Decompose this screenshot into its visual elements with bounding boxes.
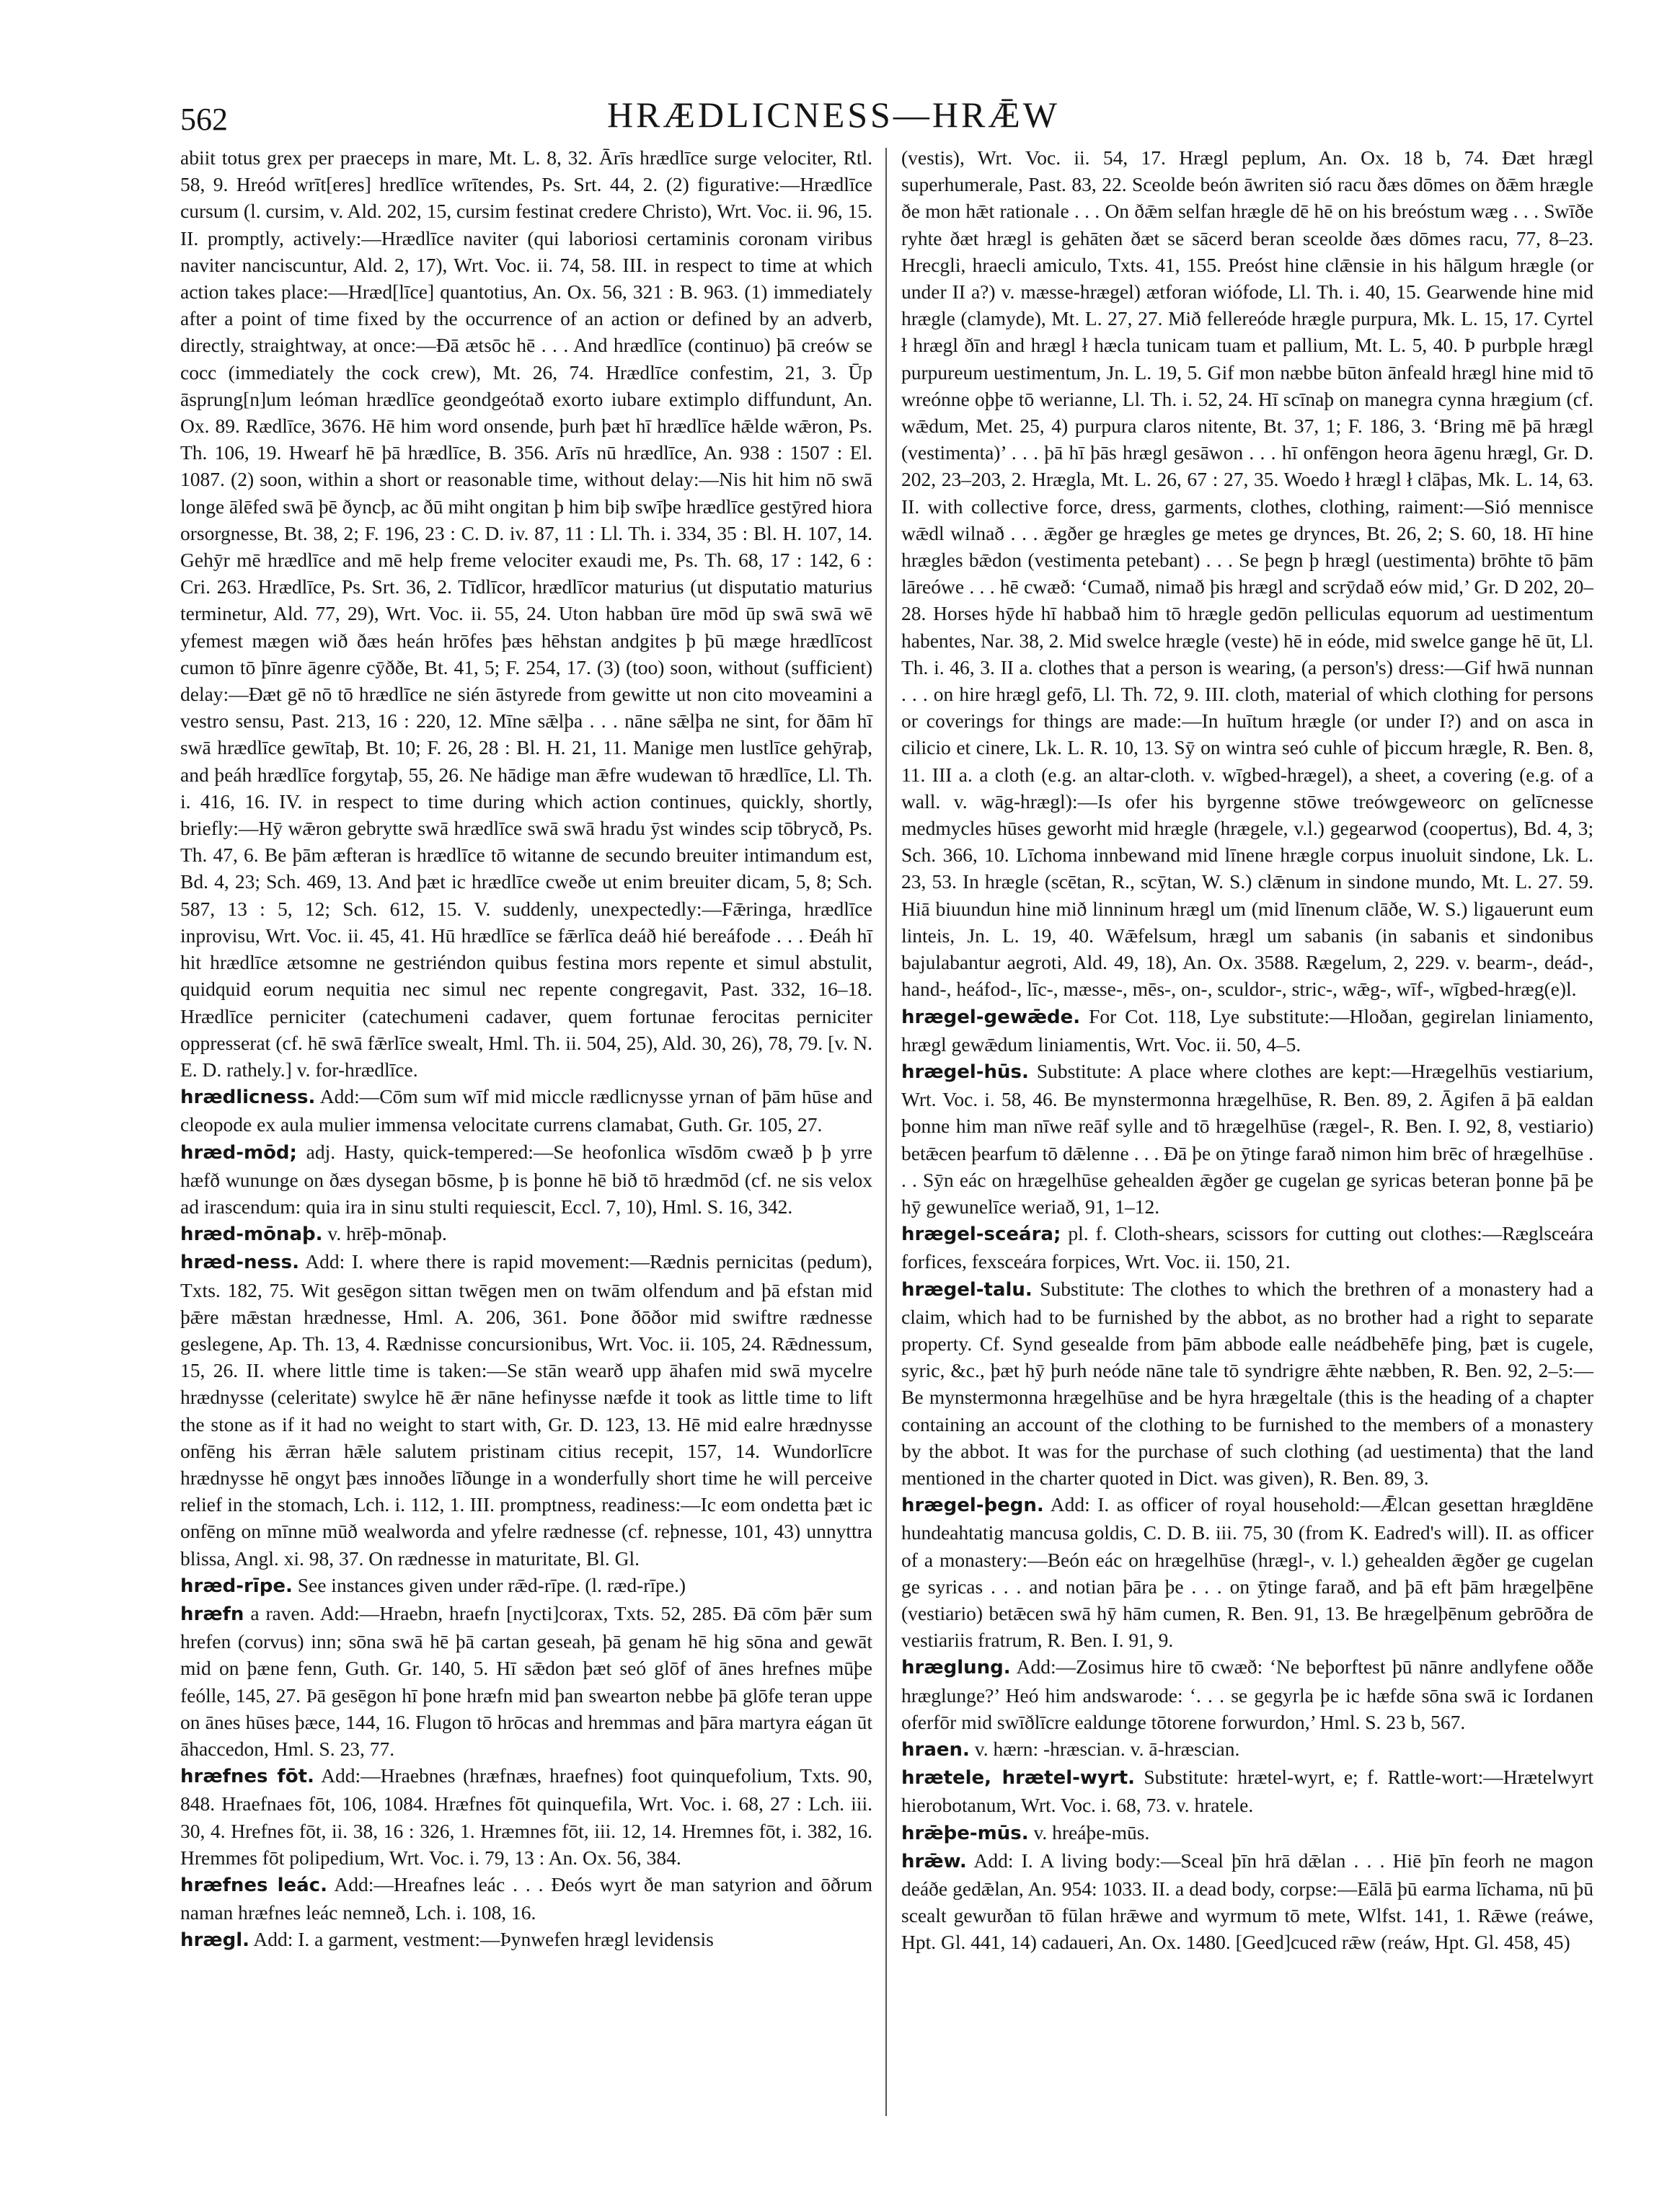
entry-headword: hræd-mōnaþ. bbox=[180, 1224, 323, 1246]
entry-text: Substitute: hrætel-wyrt, e; f. Rattle-wort:—Hrætelwyrt hierobotanum, Wrt. Voc. i. 68, 73. v. hratele. bbox=[901, 1766, 1593, 1817]
dictionary-entry bbox=[180, 1083, 872, 1138]
entry-text: Add: I. a garment, vestment:—Þynwefen hrægl levidensis bbox=[253, 1928, 714, 1951]
entry-headword: hræfnes fōt. bbox=[180, 1766, 314, 1788]
dictionary-entry bbox=[901, 1819, 1593, 1847]
entry-headword: hrægel-þegn. bbox=[901, 1495, 1044, 1517]
entry-headword: hrætele, hrætel-wyrt. bbox=[901, 1767, 1136, 1789]
dictionary-entry bbox=[180, 1572, 872, 1600]
dictionary-entry bbox=[180, 1138, 872, 1221]
dictionary-entry bbox=[180, 1762, 872, 1871]
dictionary-entry bbox=[901, 1220, 1593, 1275]
entry-text: For Cot. 118, Lye substitute:—Hloðan, gegirelan liniamento, hrægl gewǣdum liniamentis, Wrt. Voc. ii. 50, 4–5. bbox=[901, 1004, 1594, 1056]
dictionary-entry bbox=[180, 1248, 872, 1571]
dictionary-entry bbox=[180, 1600, 872, 1762]
dictionary-entry bbox=[180, 1220, 872, 1248]
entry-headword: hrǣw. bbox=[901, 1850, 967, 1872]
entry-headword: hrædlicness. bbox=[180, 1087, 316, 1109]
entry-text: Substitute: A place where clothes are kept:—Hrægelhūs vestiarium, Wrt. Voc. i. 58, 46. Be mynstermonna hrægelhūse, R. Ben. 89, 2. Āgifen ā þā ealdan þonne him man nīwe reāf sylle and tō hrægelhūse (rægel-, R. Ben. I. 92, 8, vestiario) betǣcen þearfum tō dǣlenne . . . Ðā þe on ȳtinge farað nimon him brēc of hrægelhūse . . . Sȳn eác on hrægelhūse gehealden ǣgðer ge cugelan ge syricas beteran þonne þā þe hȳ gewunelīce weriað, 91, 1–12. bbox=[901, 1059, 1593, 1218]
entry-headword: hrægel-sceára; bbox=[901, 1224, 1061, 1246]
entry-text: pl. f. Cloth-shears, scissors for cutting out clothes:—Ræglsceára forfices, fexsceára forpices, Wrt. Voc. ii. 150, 21. bbox=[901, 1222, 1594, 1273]
entry-text: v. hærn: -hræscian. v. ā-hræscian. bbox=[974, 1737, 1240, 1760]
entry-text: Add:—Hreafnes leác . . . Ðeós wyrt ðe man satyrion and ōðrum naman hræfnes leác nemneð, Lch. i. 108, 16. bbox=[180, 1873, 872, 1924]
running-title: HRÆDLICNESS—HRǢW bbox=[607, 94, 1060, 135]
entry-text: Add:—Hraebnes (hræfnæs, hraefnes) foot quinquefolium, Txts. 90, 848. Hraefnaes fōt, 106, 1084. Hræfnes fōt quinquefila, Wrt. Voc. i. 68, 27 : Lch. iii. 30, 4. Hrefnes fōt, ii. 38, 16 : 326, 1. Hræmnes fōt, iii. 12, 14. Hremnes fōt, i. 382, 16. Hremmes fōt polipedium, Wrt. Voc. i. 79, 13 : An. Ox. 56, 384. bbox=[180, 1764, 872, 1869]
page-number: 562 bbox=[180, 102, 228, 137]
dictionary-entry bbox=[901, 1735, 1593, 1764]
dictionary-entry bbox=[901, 1058, 1593, 1220]
entry-text: Add:—Zosimus hire tō cwæð: ‘Ne beþorftest þū nānre andlyfene oððe hræglunge?’ Heó him andswarode: ‘. . . se gegyrla þe ic hæfde sōna swā ic Iordanen oferfōr mid swīðlīcre ealdunge tōtorene forwurdon,’ Hml. S. 23 b, 567. bbox=[901, 1655, 1593, 1733]
entry-text: See instances given under rǣd-rīpe. (l. ræd-rīpe.) bbox=[297, 1573, 686, 1596]
entry-headword: hrægel-gewǣde. bbox=[901, 1006, 1081, 1028]
dictionary-entry bbox=[901, 1275, 1593, 1492]
entry-headword: hrægel-hūs. bbox=[901, 1061, 1029, 1083]
entry-headword: hræglung. bbox=[901, 1657, 1011, 1679]
dictionary-entry bbox=[180, 1926, 872, 1954]
right-column bbox=[901, 144, 1593, 1956]
entry-text: adj. Hasty, quick-tempered:—Se heofonlica wīsdōm cwæð þ þ yrre hæfð wununge on ðæs dysegan bōsme, þ is þonne hē bið tō hrædmōd (cf. ne sis velox ad irascendum: quia ira in sinu stulti requiescit, Eccl. 7, 10), Hml. S. 16, 342. bbox=[180, 1140, 872, 1218]
entry-text: Add: I. A living body:—Sceal þīn hrā dǣlan . . . Hiē þīn feorh ne magon deáðe gedǣlan, An. 954: 1033. II. a dead body, corpse:—Eālā þū earma līchama, nū þū scealt gewurðan tō fūlan hrǣwe and wyrmum tō mete, Wlfst. 141, 1. Rǣwe (reáwe, Hpt. Gl. 441, 14) cadaueri, An. Ox. 1480. [Geed]cuced rǣw (reáw, Hpt. Gl. 458, 45) bbox=[901, 1849, 1593, 1954]
entry-text: (vestis), Wrt. Voc. ii. 54, 17. Hrægl peplum, An. Ox. 18 b, 74. Ðæt hrægl superhumerale, Past. 83, 22. Sceolde beón āwriten sió racu ðæs dōmes on ðǣm hrægle ðe mon hǣt rationale . . . On ðǣm selfan hrægle dē hē on his breóstum wæg . . . Swīðe ryhte ðæt hrægl is gehāten ðæt se sācerd beran sceolde ðæs dōmes racu, 77, 8–23. Hrecgli, hraecli amiculo, Txts. 41, 155. Preóst hine clǣnsie in his hālgum hrægle (or under II a?) v. mæsse-hrægel) ætforan wiófode, Ll. Th. i. 40, 15. Gearwende hine mid hrægle (clamyde), Mt. L. 27, 27. Mið fellereóde hrægle purpura, Mk. L. 15, 17. Cyrtel ł hrægl ðīn and hrægl ł hæcla tunicam tuam et pallium, Mt. L. 5, 40. Þ purbple hrægl purpureum uestimentum, Jn. L. 19, 5. Gif mon næbbe būton ānfeald hrægl hine mid tō wreónne oþþe tō werianne, Ll. Th. i. 52, 24. Hī scīnaþ on manegra cynna hrægium (cf. wǣdum, Met. 25, 4) purpura claros nitente, Bt. 37, 1; F. 186, 3. ‘Bring mē þā hrægl (vestimenta)’ . . . þā hī þās hrægl gesāwon . . . hī onfēngon heora āgenu hrægl, Gr. D. 202, 23–203, 2. Hrægla, Mt. L. 26, 67 : 27, 35. Woedo ł hrægl ł clāþas, Mk. L. 14, 63. II. with collective force, dress, garments, clothes, clothing, raiment:—Sió mennisce wǣdl wilnað . . . ǣgðer ge hrægles ge metes ge drynces, Bt. 26, 2; S. 60, 18. Hī hine hrægles bǣdon (vestimenta petebant) . . . Se þegn þ hrægl (uestimenta) brōhte tō þām lāreówe . . . hē cwæð: ‘Cumað, nimað þis hrægl and scrȳdað eów mid,’ Gr. D 202, 20–28. Horses hȳde hī habbað him tō hrægle gedōn pelliculas equorum ad uestimentum habentes, Nar. 38, 2. Mid swelce hrægle (veste) hē in eóde, mid swelce gange hē ūt, Ll. Th. i. 46, 3. II a. clothes that a person is wearing, (a person's) dress:—Gif hwā nunnan . . . on hire hrægl gefō, Ll. Th. 72, 9. III. cloth, material of which clothing for persons or coverings for things are made:—In huītum hrægle (or under I?) and on asca in cilicio et cinere, Lk. L. R. 10, 13. Sȳ on wintra seó cuhle of þiccum hrægle, R. Ben. 8, 11. III a. a cloth (e.g. an altar-cloth. v. wīgbed-hrægel), a sheet, a covering (e.g. of a wall. v. wāg-hrægl):—Is ofer his byrgenne stōwe treówgeweorc on gelīcnesse medmycles hūses geworht mid hrægle (hrægele, v.l.) gegearwod (coopertus), Bd. 4, 3; Sch. 366, 10. Līchoma innbewand mid līnene hrægle corpus inuoluit sindone, Lk. L. 23, 53. In hrægle (scētan, R., scȳtan, W. S.) clǣnum in sindone mundo, Mt. L. 27. 59. Hiā biuundun hine mið linninum hrægl um (mid līnenum clāðe, W. S.) ligauerunt eum linteis, Jn. L. 19, 40. Wǣfelsum, hrægl um sabanis (in sabanis et sindonibus bajulabantur aegroti, Ald. 49, 18), An. Ox. 3588. Rægelum, 2, 229. v. bearm-, deád-, hand-, heáfod-, līc-, mæsse-, mēs-, on-, sculdor-, stric-, wǣg-, wīf-, wīgbed-hræg(e)l. bbox=[901, 146, 1593, 1001]
entry-text: abiit totus grex per praeceps in mare, Mt. L. 8, 32. Ārīs hrædlīce surge velociter, Rtl. 58, 9. Hreód wrīt[eres] hredlīce wrītendes, Ps. Srt. 44, 2. (2) figurative:—Hrædlīce cursum (l. cursim, v. Ald. 202, 15, cursim festinat credere Christo), Wrt. Voc. ii. 96, 15. II. promptly, actively:—Hrædlīce naviter (qui laboriosi certaminis coronam viribus naviter nanciscuntur, Ald. 2, 17), Wrt. Voc. ii. 74, 58. III. in respect to time at which action takes place:—Hræd[līce] quantotius, An. Ox. 56, 321 : B. 963. (1) immediately after a point of time fixed by the occurrence of an action or defined by an adverb, directly, straightway, at once:—Ðā ætsōc hē . . . And hrædlīce (continuo) þā creów se cocc (immediately the cock crew), Mt. 26, 74. Hrædlīce confestim, 21, 3. Ūp āsprung[n]um leóman hrædlīce geondgeótað exorto iubare extimplo diffundunt, An. Ox. 89. Rædlīce, 3676. Hē him word onsende, þurh þæt hī hrædlīce hǣlde wǣron, Ps. Th. 106, 19. Hwearf hē þā hrædlīce, B. 356. Arīs nū hrædlīce, An. 938 : 1507 : El. 1087. (2) soon, within a short or reasonable time, without delay:—Nis hit him nō swā longe ālēfed swā þē ðyncþ, ac ðū miht ongitan þ him biþ swīþe hrædlīce gestȳred hiora orsorgnesse, Bt. 38, 2; F. 196, 23 : C. D. iv. 87, 11 : Ll. Th. i. 334, 35 : Bl. H. 107, 14. Gehȳr mē hrædlīce and mē help freme velociter exaudi me, Ps. Th. 68, 17 : 142, 6 : Cri. 263. Hrædlīce, Ps. Srt. 36, 2. Tīdlīcor, hrædlīcor maturius (ut disputatio maturius terminetur, Ald. 77, 29), Wrt. Voc. ii. 55, 24. Uton habban ūre mōd ūp swā swā wē yfemest mægen wið ðæs heán hrōfes þæs hēhstan andgites þ þū mæge hrædlīcost cumon tō þīnre āgenre cȳððe, Bt. 41, 5; F. 254, 17. (3) (too) soon, without (sufficient) delay:—Ðæt gē nō tō hrædlīce ne sién āstyrede from gewitte ut non cito moveamini a vestro sensu, Past. 213, 16 : 220, 12. Mīne sǣlþa . . . nāne sǣlþa ne sint, for ðām hī swā hrædlīce gewītaþ, Bt. 10; F. 26, 28 : Bl. H. 21, 11. Manige men lustlīce gehȳraþ, and þeáh hrædlīce forgytaþ, 55, 26. Ne hādige man ǣfre wudewan tō hrædlīce, Ll. Th. i. 416, 16. IV. in respect to time during which action continues, quickly, shortly, briefly:—Hȳ wǣron gebrytte swā hrædlīce swā swā hradu ȳst windes scip tōbrycð, Ps. Th. 47, 6. Be þām æfteran is hrædlīce tō witanne de secundo breuiter intimandum est, Bd. 4, 23; Sch. 469, 13. And þæt ic hrædlīce cweðe ut enim breuiter dicam, 5, 8; Sch. 587, 13 : 5, 12; Sch. 612, 15. V. suddenly, unexpectedly:—Fǣringa, hrædlīce inprovisu, Wrt. Voc. ii. 45, 41. Hū hrædlīce se fǣrlīca deáð hié bereáfode . . . Ðeáh hī hit hrædlīce ætsomne ne gestriéndon quibus festina mors repente et simul abstulit, quidquid eorum nequitia nec simul nec repente congregavit, Past. 332, 16–18. Hrædlīce perniciter (catechumeni cadaver, quem fortunae ferocitas perniciter oppresserat (cf. hē swā fǣrlīce swealt, Hml. Th. ii. 504, 25), Ald. 30, 26), 78, 79. [v. N. E. D. rathely.] v. for-hrædlīce. bbox=[180, 146, 872, 1081]
entry-headword: hræd-rīpe. bbox=[180, 1575, 293, 1597]
entry-headword: hræd-mōd; bbox=[180, 1141, 297, 1164]
dictionary-entry bbox=[901, 1764, 1593, 1818]
left-column bbox=[180, 144, 872, 1955]
column-divider bbox=[885, 148, 887, 2116]
dictionary-entry bbox=[180, 144, 872, 1083]
entry-headword: hræfn bbox=[180, 1603, 244, 1625]
entry-text: Add: I. as officer of royal household:—Ǣlcan gesettan hrægldēne hundeahtatig mancusa goldis, C. D. B. iii. 75, 30 (from K. Eadred's will). II. as officer of a monastery:—Beón eác on hrægelhūse (hrægl-, v. l.) gehealden ǣgðer ge cugelan ge syricas . . . and notian þāra þe . . . on ȳtinge farað, and þā eft þām hrægelþēne (vestiario) betǣcen swā hȳ hām cumen, R. Ben. 91, 13. Be hrægelþēnum gebrōðra de vestiariis fratrum, R. Ben. I. 91, 9. bbox=[901, 1493, 1593, 1652]
entry-text: a raven. Add:—Hraebn, hraefn [nycti]corax, Txts. 52, 285. Ðā cōm þǣr sum hrefen (corvus) inn; sōna swā hē þā cartan geseah, þā genam hē hig sōna and gewāt mid on þæne fenn, Guth. Gr. 140, 5. Hī sǣdon þæt seó glōf of ānes hrefnes mūþe feólle, 145, 27. Þā gesēgon hī þone hræfn mid þan swearton nebbe þā glōfe teran uppe on ānes hūses þæce, 144, 16. Flugon tō hrōcas and hremmas and þāra martyra eágan ūt āhaccedon, Hml. S. 23, 77. bbox=[180, 1601, 873, 1760]
entry-headword: hrægl. bbox=[180, 1929, 249, 1952]
entry-headword: hræd-ness. bbox=[180, 1252, 299, 1274]
entry-text: v. hrēþ-mōnaþ. bbox=[327, 1222, 447, 1245]
dictionary-entry bbox=[180, 1871, 872, 1926]
entry-headword: hrǣþe-mūs. bbox=[901, 1822, 1029, 1844]
entry-headword: hraen. bbox=[901, 1738, 970, 1761]
dictionary-entry bbox=[901, 1491, 1593, 1653]
dictionary-entry bbox=[901, 144, 1593, 1003]
entry-text: v. hreáþe-mūs. bbox=[1033, 1821, 1150, 1844]
dictionary-entry bbox=[901, 1003, 1593, 1058]
entry-text: Add:—Cōm sum wīf mid miccle rædlicnysse yrnan of þām hūse and cleopode ex aula mulier immensa velocitate currens clamabat, Guth. Gr. 105, 27. bbox=[180, 1085, 872, 1136]
entry-text: Substitute: The clothes to which the brethren of a monastery had a claim, which had to be furnished by the abbot, as no brother had a right to separate property. Cf. Synd gesealde from þām abbode ealle neádbehēfe þing, þæt is cugele, syric, &c., þæt hȳ þurh neóde nāne tale tō syndrigre ǣhte næbben, R. Ben. 92, 2–5:—Be mynstermonna hrægelhūse and be hyra hrægeltale (this is the heading of a chapter containing an account of the clothing to be furnished to the members of a monastery by the abbot. It was for the purchase of such clothing (ad uestimenta) that the land mentioned in the charter quoted in Dict. was given), R. Ben. 89, 3. bbox=[901, 1277, 1593, 1489]
dictionary-entry bbox=[901, 1847, 1593, 1956]
dictionary-entry bbox=[901, 1653, 1593, 1735]
entry-text: Add: I. where there is rapid movement:—Rædnis pernicitas (pedum), Txts. 182, 75. Wit gesēgon sittan twēgen men on twām olfendum and þā efstan mid þǣre mǣstan hrædnesse, Hml. A. 206, 361. Þone ðōðor mid swiftre rædnesse geslegene, Ap. Th. 13, 4. Rædnisse concursionibus, Wrt. Voc. ii. 105, 24. Rǣdnessum, 15, 26. II. where little time is taken:—Se stān wearð upp āhafen mid swā mycelre hrædnysse (celeritate) swylce hē ǣr nāne hefinysse næfde it took as little time to lift the stone as if it had no weight to start with, Gr. D. 123, 13. Hē mid ealre hrædnysse onfēng his ǣrran hǣle salutem pristinam citius recepit, 157, 14. Wundorlīcre hrædnysse hē ongyt þæs innoðes līðunge in a wonderfully short time he will perceive relief in the stomach, Lch. i. 112, 1. III. promptness, readiness:—Ic eom ondetta þæt ic onfēng on mīnne mūð wealworda and yfelre rædnesse (cf. reþnesse, 101, 43) unnyttra blissa, Angl. xi. 98, 37. On rædnesse in maturitate, Bl. Gl. bbox=[180, 1250, 873, 1570]
entry-headword: hrægel-talu. bbox=[901, 1278, 1033, 1301]
entry-headword: hræfnes leác. bbox=[180, 1875, 327, 1896]
